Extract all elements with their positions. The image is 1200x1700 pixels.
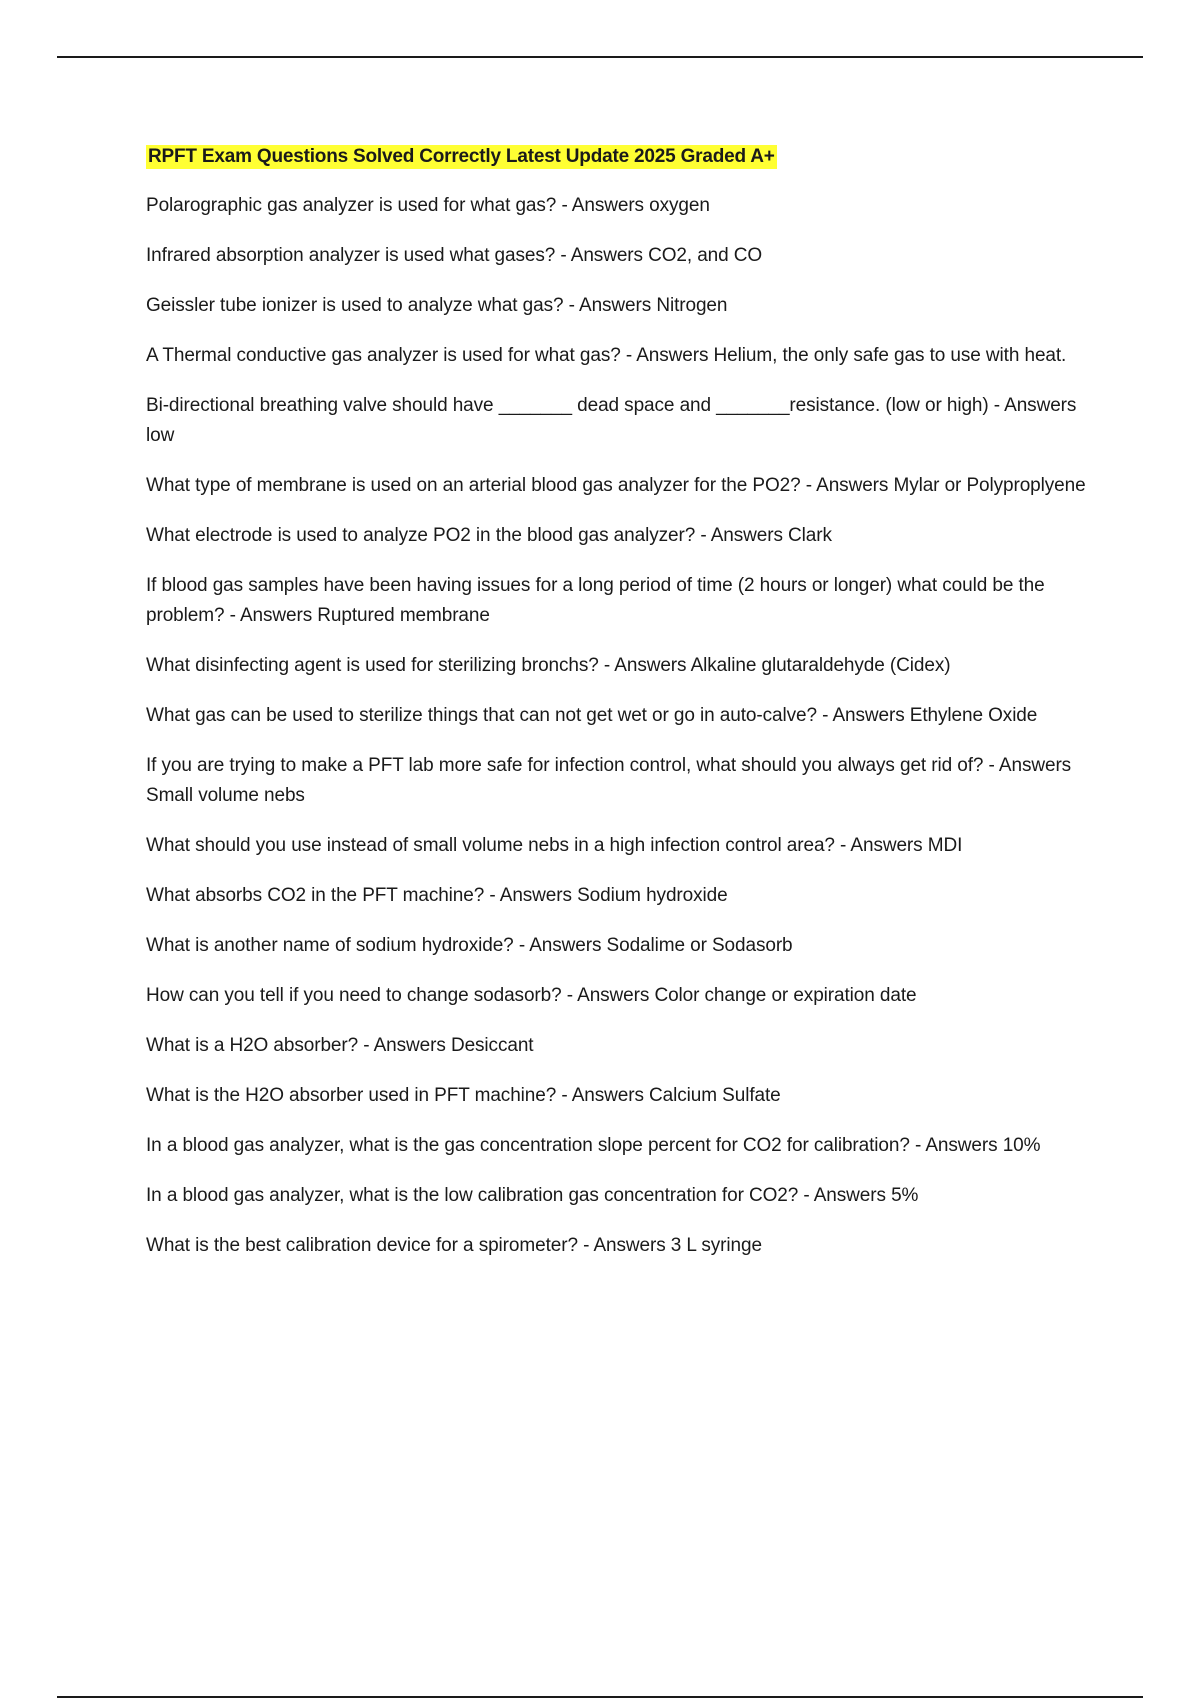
qa-item: A Thermal conductive gas analyzer is used for what gas? - Answers Helium, the only safe gas to use with heat.	[146, 345, 1067, 366]
qa-item: What is another name of sodium hydroxide? - Answers Sodalime or Sodasorb	[146, 935, 793, 956]
qa-item: Bi-directional breathing valve should have _______ dead space and _______resistance. (low or high) - Answers low	[146, 395, 1077, 446]
qa-item: What is the best calibration device for a spirometer? - Answers 3 L syringe	[146, 1235, 762, 1256]
qa-item: What type of membrane is used on an arterial blood gas analyzer for the PO2? - Answers Mylar or Polyproplyene	[146, 475, 1086, 496]
qa-item: What absorbs CO2 in the PFT machine? - Answers Sodium hydroxide	[146, 885, 728, 906]
qa-item: What is a H2O absorber? - Answers Desiccant	[146, 1035, 534, 1056]
qa-item: What gas can be used to sterilize things that can not get wet or go in auto-calve? - Answers Ethylene Oxide	[146, 705, 1038, 726]
qa-item: Geissler tube ionizer is used to analyze what gas? - Answers Nitrogen	[146, 295, 728, 316]
header-rule	[57, 56, 1143, 58]
document-content	[146, 145, 1086, 1281]
qa-item: Infrared absorption analyzer is used what gases? - Answers CO2, and CO	[146, 245, 763, 266]
qa-item: In a blood gas analyzer, what is the low calibration gas concentration for CO2? - Answers 5%	[146, 1185, 919, 1206]
document-title: RPFT Exam Questions Solved Correctly Latest Update 2025 Graded A+	[148, 146, 775, 167]
qa-item: If you are trying to make a PFT lab more safe for infection control, what should you always get rid of? - Answers Small volume nebs	[146, 755, 1072, 806]
qa-item: What should you use instead of small volume nebs in a high infection control area? - Answers MDI	[146, 835, 963, 856]
qa-item: In a blood gas analyzer, what is the gas concentration slope percent for CO2 for calibration? - Answers 10%	[146, 1135, 1041, 1156]
qa-item: Polarographic gas analyzer is used for what gas? - Answers oxygen	[146, 195, 710, 216]
footer-rule	[57, 1696, 1143, 1698]
qa-item: If blood gas samples have been having issues for a long period of time (2 hours or longer) what could be the problem? - Answers Ruptured membrane	[146, 575, 1045, 626]
qa-item: How can you tell if you need to change sodasorb? - Answers Color change or expiration date	[146, 985, 917, 1006]
qa-item: What is the H2O absorber used in PFT machine? - Answers Calcium Sulfate	[146, 1085, 781, 1106]
qa-item: What disinfecting agent is used for sterilizing bronchs? - Answers Alkaline glutaraldehyde (Cidex)	[146, 655, 951, 676]
qa-item: What electrode is used to analyze PO2 in the blood gas analyzer? - Answers Clark	[146, 525, 832, 546]
